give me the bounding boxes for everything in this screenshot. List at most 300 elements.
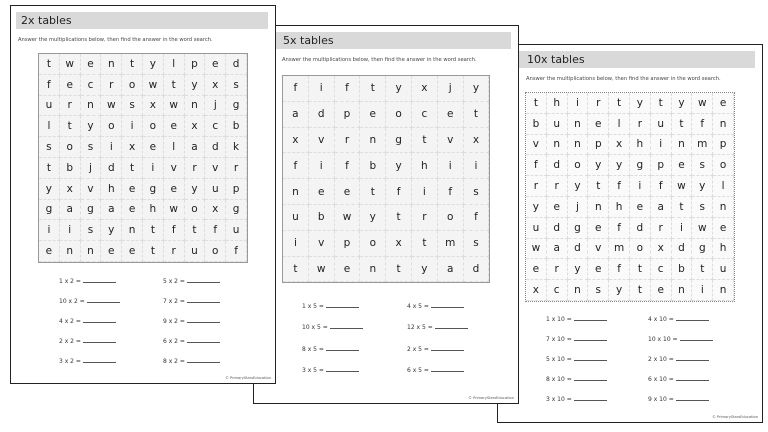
grid-letter: y — [630, 93, 651, 114]
grid-letter: e — [164, 116, 185, 137]
multiplication-problem — [546, 356, 607, 363]
grid-letter: d — [568, 239, 589, 260]
instructions: Answer the multiplications below, then find the answer in the word search. — [526, 76, 721, 82]
problem-text: 2 x 2 = — [59, 338, 81, 345]
grid-letter: c — [81, 75, 102, 96]
copyright-footer: © PrimaryStarsEducation — [468, 396, 514, 400]
grid-letter: n — [185, 96, 206, 117]
grid-letter: s — [81, 220, 102, 241]
grid-letter: n — [568, 135, 589, 156]
grid-letter: e — [588, 218, 609, 239]
grid-letter: e — [630, 197, 651, 218]
grid-letter: l — [713, 176, 734, 197]
grid-letter: l — [164, 54, 185, 75]
grid-letter: e — [335, 257, 361, 283]
problem-text: 9 x 2 = — [163, 318, 185, 325]
grid-letter: n — [360, 257, 386, 283]
grid-letter: r — [164, 241, 185, 262]
grid-letter: f — [526, 155, 547, 176]
multiplication-problem — [546, 376, 607, 383]
answer-line[interactable] — [187, 322, 220, 323]
grid-letter: y — [101, 220, 122, 241]
problem-text: 1 x 2 = — [59, 278, 81, 285]
grid-letter: l — [39, 116, 60, 137]
grid-letter: g — [386, 128, 412, 154]
grid-letter: y — [672, 93, 693, 114]
grid-letter: i — [143, 158, 164, 179]
grid-letter: f — [609, 176, 630, 197]
grid-letter: t — [526, 93, 547, 114]
grid-letter: x — [651, 239, 672, 260]
grid-letter: y — [386, 76, 412, 102]
answer-line[interactable] — [83, 322, 116, 323]
grid-letter: j — [81, 158, 102, 179]
grid-letter: x — [464, 128, 490, 154]
grid-letter: n — [713, 114, 734, 135]
grid-letter: t — [122, 54, 143, 75]
multiplication-problem — [407, 324, 468, 331]
problem-text: 3 x 10 = — [546, 396, 572, 403]
grid-letter: l — [609, 114, 630, 135]
grid-letter: r — [412, 205, 438, 231]
multiplication-problem — [163, 278, 220, 285]
answer-line[interactable] — [676, 320, 709, 321]
grid-letter: w — [143, 75, 164, 96]
grid-letter: c — [412, 102, 438, 128]
answer-line[interactable] — [574, 380, 607, 381]
grid-letter: k — [226, 137, 247, 158]
grid-letter: u — [526, 218, 547, 239]
grid-letter: n — [101, 54, 122, 75]
grid-letter: r — [101, 75, 122, 96]
answer-line[interactable] — [187, 282, 220, 283]
grid-letter: i — [39, 220, 60, 241]
grid-letter: h — [609, 197, 630, 218]
grid-letter: s — [692, 155, 713, 176]
grid-letter: i — [309, 76, 335, 102]
problem-text: 10 x 10 = — [648, 336, 678, 343]
grid-letter: v — [588, 239, 609, 260]
grid-letter: d — [309, 102, 335, 128]
grid-letter: j — [438, 76, 464, 102]
grid-letter: x — [283, 128, 309, 154]
multiplication-problem — [163, 338, 220, 345]
grid-letter: y — [464, 76, 490, 102]
grid-letter: p — [713, 135, 734, 156]
grid-letter: t — [630, 259, 651, 280]
answer-line[interactable] — [435, 328, 468, 329]
grid-letter: t — [672, 197, 693, 218]
grid-letter: p — [335, 102, 361, 128]
grid-letter: r — [547, 176, 568, 197]
grid-letter: s — [692, 197, 713, 218]
multiplication-problem — [546, 336, 607, 343]
grid-letter: e — [588, 114, 609, 135]
grid-letter: i — [283, 231, 309, 257]
grid-letter: t — [412, 128, 438, 154]
grid-letter: w — [164, 96, 185, 117]
grid-letter: m — [692, 135, 713, 156]
grid-letter: r — [630, 114, 651, 135]
grid-letter: n — [283, 179, 309, 205]
grid-letter: g — [143, 179, 164, 200]
grid-letter: e — [122, 179, 143, 200]
grid-letter: v — [164, 158, 185, 179]
grid-letter: n — [588, 197, 609, 218]
grid-letter: y — [692, 176, 713, 197]
problem-text: 4 x 5 = — [407, 303, 429, 310]
grid-letter: s — [226, 75, 247, 96]
copyright-footer: © PrimaryStarsEducation — [712, 415, 758, 419]
grid-letter: b — [60, 158, 81, 179]
grid-letter: a — [101, 200, 122, 221]
problem-text: 4 x 2 = — [59, 318, 81, 325]
grid-letter: f — [438, 179, 464, 205]
multiplication-problem — [302, 367, 359, 374]
answer-line[interactable] — [187, 342, 220, 343]
grid-letter: u — [283, 205, 309, 231]
grid-letter: w — [672, 176, 693, 197]
grid-letter: i — [651, 135, 672, 156]
grid-letter: a — [547, 239, 568, 260]
grid-letter: i — [101, 137, 122, 158]
grid-letter: f — [226, 241, 247, 262]
grid-letter: y — [81, 116, 102, 137]
grid-letter: g — [692, 239, 713, 260]
problem-text: 12 x 5 = — [407, 324, 433, 331]
word-search-grid — [525, 92, 735, 302]
grid-letter: h — [101, 179, 122, 200]
instructions: Answer the multiplications below, then find the answer in the word search. — [18, 37, 213, 43]
grid-letter: o — [143, 116, 164, 137]
grid-letter: f — [386, 179, 412, 205]
grid-letter: o — [630, 239, 651, 260]
grid-letter: f — [464, 205, 490, 231]
problem-text: 5 x 2 = — [163, 278, 185, 285]
grid-letter: y — [568, 176, 589, 197]
answer-line[interactable] — [574, 340, 607, 341]
problem-text: 3 x 2 = — [59, 358, 81, 365]
grid-letter: e — [205, 54, 226, 75]
grid-letter: y — [609, 280, 630, 301]
worksheet-title: 2x tables — [16, 12, 268, 29]
grid-letter: w — [692, 93, 713, 114]
grid-letter: e — [81, 54, 102, 75]
word-search-grid — [282, 75, 490, 283]
answer-line[interactable] — [83, 362, 116, 363]
multiplication-problem — [302, 346, 359, 353]
grid-letter: x — [143, 96, 164, 117]
copyright-footer: © PrimaryStarsEducation — [225, 376, 271, 380]
grid-letter: e — [143, 137, 164, 158]
grid-letter: n — [672, 280, 693, 301]
grid-letter: f — [692, 114, 713, 135]
answer-line[interactable] — [87, 302, 120, 303]
grid-letter: v — [205, 158, 226, 179]
grid-letter: p — [226, 179, 247, 200]
grid-letter: w — [309, 257, 335, 283]
grid-letter: e — [713, 218, 734, 239]
answer-line[interactable] — [574, 400, 607, 401]
problem-text: 1 x 10 = — [546, 316, 572, 323]
grid-letter: n — [568, 114, 589, 135]
grid-letter: r — [60, 96, 81, 117]
grid-letter: t — [185, 220, 206, 241]
grid-letter: p — [651, 155, 672, 176]
grid-letter: y — [39, 179, 60, 200]
grid-letter: d — [464, 257, 490, 283]
grid-letter: y — [568, 259, 589, 280]
problem-text: 7 x 10 = — [546, 336, 572, 343]
grid-letter: f — [335, 153, 361, 179]
grid-letter: y — [185, 179, 206, 200]
grid-letter: h — [630, 135, 651, 156]
instructions: Answer the multiplications below, then find the answer in the word search. — [282, 57, 477, 63]
grid-letter: h — [713, 239, 734, 260]
grid-letter: g — [630, 155, 651, 176]
grid-letter: j — [205, 96, 226, 117]
grid-letter: s — [122, 96, 143, 117]
grid-letter: o — [185, 200, 206, 221]
multiplication-problem — [407, 367, 464, 374]
grid-letter: s — [588, 280, 609, 301]
answer-line[interactable] — [676, 360, 709, 361]
multiplication-problem — [546, 316, 607, 323]
grid-letter: m — [438, 231, 464, 257]
worksheet-title: 10x tables — [503, 51, 755, 68]
grid-letter: a — [651, 197, 672, 218]
problem-text: 10 x 5 = — [302, 324, 328, 331]
grid-letter: m — [609, 239, 630, 260]
grid-letter: t — [672, 114, 693, 135]
grid-letter: a — [438, 257, 464, 283]
multiplication-problem — [407, 346, 464, 353]
word-search-grid — [38, 53, 248, 263]
grid-letter: f — [164, 220, 185, 241]
grid-letter: e — [164, 179, 185, 200]
grid-letter: t — [464, 102, 490, 128]
multiplication-problem — [59, 278, 116, 285]
problem-text: 7 x 2 = — [163, 298, 185, 305]
grid-letter: t — [360, 76, 386, 102]
grid-letter: s — [39, 137, 60, 158]
multiplication-problem — [648, 356, 709, 363]
grid-letter: j — [568, 197, 589, 218]
grid-letter: f — [205, 220, 226, 241]
grid-letter: y — [588, 155, 609, 176]
grid-letter: l — [164, 137, 185, 158]
grid-letter: n — [713, 280, 734, 301]
grid-letter: o — [122, 75, 143, 96]
answer-line[interactable] — [83, 282, 116, 283]
grid-letter: f — [283, 76, 309, 102]
grid-letter: i — [464, 153, 490, 179]
grid-letter: u — [226, 220, 247, 241]
multiplication-problem — [546, 396, 607, 403]
multiplication-problem — [59, 318, 116, 325]
grid-letter: c — [205, 116, 226, 137]
grid-letter: t — [386, 205, 412, 231]
grid-letter: i — [692, 280, 713, 301]
grid-letter: h — [547, 93, 568, 114]
grid-letter: n — [672, 135, 693, 156]
grid-letter: f — [283, 153, 309, 179]
grid-letter: e — [60, 75, 81, 96]
grid-letter: e — [547, 197, 568, 218]
problem-text: 3 x 5 = — [302, 367, 324, 374]
worksheet-2x — [10, 5, 276, 384]
multiplication-problem — [59, 358, 116, 365]
grid-letter: w — [164, 200, 185, 221]
grid-letter: n — [568, 280, 589, 301]
grid-letter: r — [185, 158, 206, 179]
grid-letter: e — [309, 179, 335, 205]
grid-letter: e — [39, 241, 60, 262]
grid-letter: b — [226, 116, 247, 137]
grid-letter: i — [412, 179, 438, 205]
grid-letter: t — [143, 220, 164, 241]
grid-letter: o — [438, 205, 464, 231]
answer-line[interactable] — [431, 371, 464, 372]
problem-text: 1 x 5 = — [302, 303, 324, 310]
grid-letter: y — [185, 75, 206, 96]
grid-letter: n — [122, 220, 143, 241]
answer-line[interactable] — [574, 320, 607, 321]
grid-letter: u — [547, 114, 568, 135]
grid-letter: o — [205, 241, 226, 262]
grid-letter: f — [651, 176, 672, 197]
grid-letter: w — [526, 239, 547, 260]
grid-letter: t — [386, 257, 412, 283]
grid-letter: t — [60, 116, 81, 137]
grid-letter: t — [360, 179, 386, 205]
answer-line[interactable] — [187, 302, 220, 303]
grid-letter: t — [39, 158, 60, 179]
answer-line[interactable] — [574, 360, 607, 361]
grid-letter: x — [412, 76, 438, 102]
problem-text: 9 x 10 = — [648, 396, 674, 403]
grid-letter: h — [412, 153, 438, 179]
grid-letter: v — [438, 128, 464, 154]
grid-letter: r — [526, 176, 547, 197]
grid-letter: a — [283, 102, 309, 128]
grid-letter: t — [588, 176, 609, 197]
grid-letter: o — [713, 155, 734, 176]
multiplication-problem — [648, 376, 709, 383]
multiplication-problem — [648, 336, 713, 343]
grid-letter: o — [386, 102, 412, 128]
grid-letter: v — [526, 135, 547, 156]
grid-letter: t — [651, 93, 672, 114]
grid-letter: d — [672, 239, 693, 260]
grid-letter: s — [464, 179, 490, 205]
grid-letter: r — [547, 259, 568, 280]
answer-line[interactable] — [680, 340, 713, 341]
grid-letter: w — [335, 205, 361, 231]
grid-letter: s — [464, 231, 490, 257]
problem-text: 4 x 10 = — [648, 316, 674, 323]
grid-letter: o — [101, 116, 122, 137]
grid-letter: i — [122, 116, 143, 137]
multiplication-problem — [59, 338, 116, 345]
grid-letter: i — [60, 220, 81, 241]
grid-letter: u — [39, 96, 60, 117]
answer-line[interactable] — [326, 350, 359, 351]
grid-letter: h — [143, 200, 164, 221]
grid-letter: t — [283, 257, 309, 283]
answer-line[interactable] — [326, 371, 359, 372]
grid-letter: g — [226, 96, 247, 117]
grid-letter: w — [692, 218, 713, 239]
answer-line[interactable] — [326, 307, 359, 308]
grid-letter: o — [360, 231, 386, 257]
grid-letter: c — [651, 259, 672, 280]
answer-line[interactable] — [676, 380, 709, 381]
grid-letter: n — [547, 135, 568, 156]
problem-text: 6 x 2 = — [163, 338, 185, 345]
grid-letter: x — [60, 179, 81, 200]
grid-letter: y — [143, 54, 164, 75]
grid-letter: f — [609, 259, 630, 280]
grid-letter: t — [609, 93, 630, 114]
grid-letter: n — [81, 241, 102, 262]
grid-letter: u — [185, 241, 206, 262]
problem-text: 2 x 5 = — [407, 346, 429, 353]
grid-letter: g — [81, 200, 102, 221]
multiplication-problem — [648, 396, 709, 403]
grid-letter: w — [101, 96, 122, 117]
answer-line[interactable] — [431, 307, 464, 308]
grid-letter: x — [122, 137, 143, 158]
grid-letter: v — [309, 231, 335, 257]
grid-letter: u — [651, 114, 672, 135]
answer-line[interactable] — [330, 328, 363, 329]
multiplication-problem — [163, 358, 220, 365]
grid-letter: p — [335, 231, 361, 257]
grid-letter: b — [526, 114, 547, 135]
grid-letter: c — [547, 280, 568, 301]
grid-letter: d — [547, 218, 568, 239]
grid-letter: u — [205, 179, 226, 200]
grid-letter: v — [309, 128, 335, 154]
grid-letter: r — [588, 93, 609, 114]
grid-letter: x — [205, 75, 226, 96]
answer-line[interactable] — [431, 350, 464, 351]
answer-line[interactable] — [676, 400, 709, 401]
multiplication-problem — [648, 316, 709, 323]
grid-letter: t — [39, 54, 60, 75]
worksheet-5x — [253, 25, 519, 404]
grid-letter: r — [226, 158, 247, 179]
grid-letter: x — [185, 116, 206, 137]
grid-letter: s — [81, 137, 102, 158]
grid-letter: p — [588, 135, 609, 156]
grid-letter: t — [164, 75, 185, 96]
answer-line[interactable] — [83, 342, 116, 343]
grid-letter: r — [651, 218, 672, 239]
grid-letter: b — [672, 259, 693, 280]
problem-text: 10 x 2 = — [59, 298, 85, 305]
multiplication-problem — [302, 324, 363, 331]
grid-letter: d — [547, 155, 568, 176]
multiplication-problem — [407, 303, 464, 310]
grid-letter: a — [60, 200, 81, 221]
multiplication-problem — [163, 298, 220, 305]
answer-line[interactable] — [187, 362, 220, 363]
grid-letter: i — [438, 153, 464, 179]
grid-letter: y — [609, 155, 630, 176]
grid-letter: o — [60, 137, 81, 158]
